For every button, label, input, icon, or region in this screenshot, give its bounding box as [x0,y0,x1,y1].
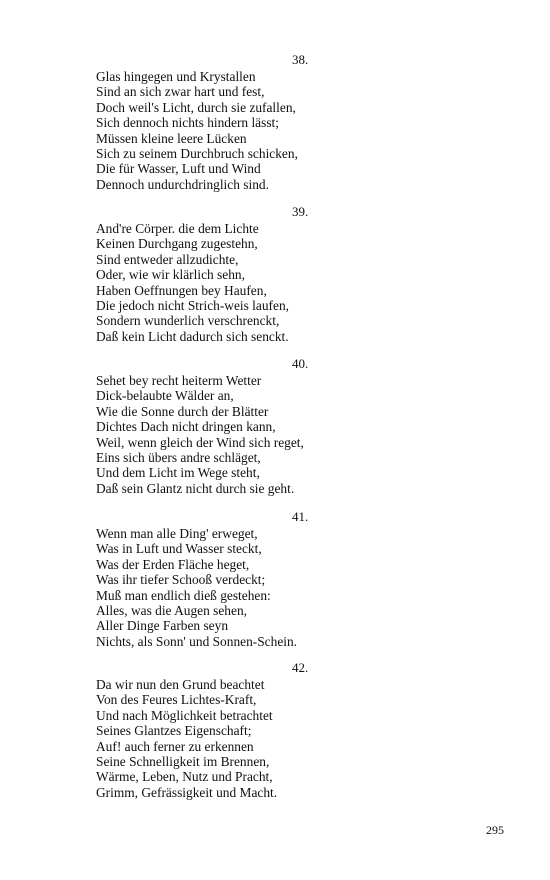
stanza-number: 38. [292,52,309,67]
verse-line: Nichts, als Sonn' und Sonnen-Schein. [96,633,298,649]
stanza-38 [96,52,396,192]
verse-line: Dennoch undurchdringlich sind. [96,176,269,192]
stanza-41 [96,509,396,649]
verse-line: Wärme, Leben, Nutz und Pracht, [96,769,273,785]
verse-line: Was ihr tiefer Schooß verdeckt; [96,572,266,588]
verse-line: Sind entweder allzudichte, [96,251,239,267]
verse-line: Und nach Möglichkeit betrachtet [96,707,273,723]
stanza-42 [96,660,396,800]
verse-line: Seines Glantzes Eigenschaft; [96,723,252,739]
verse-line: Müssen kleine leere Lücken [96,130,247,146]
stanza-number: 41. [292,509,309,524]
verse-line: Seine Schnelligkeit im Brennen, [96,754,270,770]
verse-line: Was der Erden Fläche heget, [96,556,250,572]
verse-line: Keinen Durchgang zugestehn, [96,236,258,252]
verse-line: Oder, wie wir klärlich sehn, [96,267,245,283]
verse-line: Die jedoch nicht Strich-weis laufen, [96,298,289,314]
verse-line: Weil, wenn gleich der Wind sich reget, [96,434,304,450]
stanza-number: 39. [292,204,309,219]
verse-line: Eins sich übers andre schläget, [96,450,261,466]
verse-line: Von des Feures Lichtes-Kraft, [96,692,257,708]
verse-line: Muß man endlich dieß gestehen: [96,587,271,603]
verse-line: Sich dennoch nichts hindern lässt; [96,115,279,131]
stanza-39 [96,204,396,344]
verse-line: Auf! auch ferner zu erkennen [96,738,254,754]
verse-line: Haben Oeffnungen bey Haufen, [96,282,267,298]
verse-line: Was in Luft und Wasser steckt, [96,541,262,557]
verse-line: Dichtes Dach nicht dringen kann, [96,419,276,435]
verse-line: Doch weil's Licht, durch sie zufallen, [96,99,296,115]
verse-line: Daß kein Licht dadurch sich senckt. [96,328,289,344]
verse-line: And're Cörper. die dem Lichte [96,221,259,236]
stanza-40 [96,356,396,496]
verse-line: Grimm, Gefrässigkeit und Macht. [96,784,278,800]
verse-line: Alles, was die Augen sehen, [96,603,247,619]
verse-line: Sind an sich zwar hart und fest, [96,84,265,100]
verse-line: Wenn man alle Ding' erweget, [96,526,258,541]
verse-line: Da wir nun den Grund beachtet [96,677,265,692]
verse-line: Und dem Licht im Wege steht, [96,465,260,481]
verse-line: Aller Dinge Farben seyn [96,618,229,634]
stanza-number: 40. [292,356,309,371]
page-number: 295 [486,823,504,837]
verse-line: Dick-belaubte Wälder an, [96,388,234,404]
verse-line: Sehet bey recht heiterm Wetter [96,373,262,388]
verse-line: Die für Wasser, Luft und Wind [96,161,261,177]
verse-line: Wie die Sonne durch der Blätter [96,403,269,419]
verse-line: Sich zu seinem Durchbruch schicken, [96,146,298,162]
verse-line: Glas hingegen und Krystallen [96,69,256,84]
stanza-number: 42. [292,660,309,675]
verse-line: Sondern wunderlich verschrenckt, [96,313,280,329]
verse-line: Daß sein Glantz nicht durch sie geht. [96,480,295,496]
